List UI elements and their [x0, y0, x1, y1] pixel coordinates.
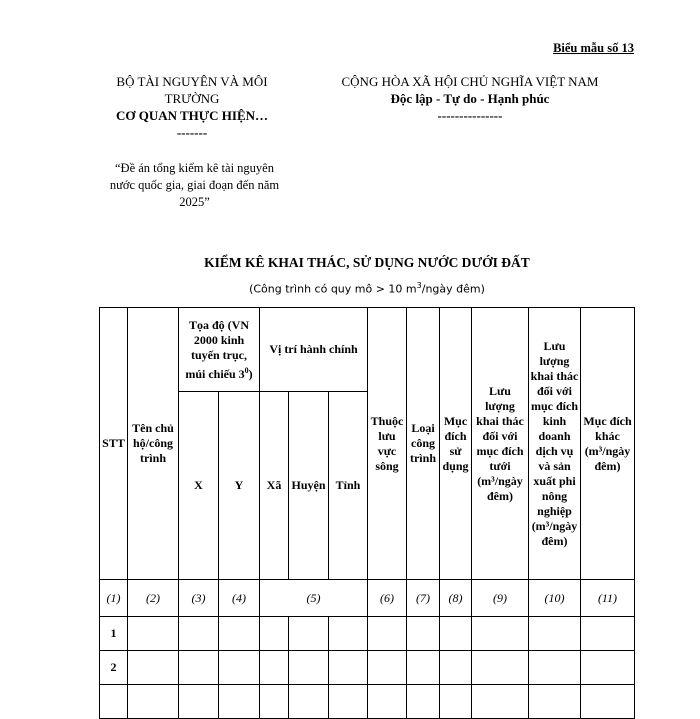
column-number: (7) — [407, 580, 440, 617]
national-motto: Độc lập - Tự do - Hạnh phúc — [390, 91, 550, 106]
header-coordinates — [179, 308, 260, 392]
subtitle-suffix: /ngày đêm) — [421, 282, 485, 296]
table-cell — [581, 685, 635, 719]
column-number: (4) — [219, 580, 260, 617]
table-row — [100, 651, 635, 685]
header-river-basin: Thuộc lưu vực sông — [368, 308, 407, 580]
ministry-divider: ------- — [176, 125, 208, 140]
table-cell — [407, 685, 440, 719]
header-business-flow: Lưu lượng khai thác đối với mục đích kinh doanh dịch vụ và sản xuất phi nông nghiệp (m³/ngày đêm) — [529, 308, 581, 580]
header-usage-purpose: Mục đích sử dụng — [440, 308, 472, 580]
subtitle-prefix: (Công trình có quy mô > 10 m — [249, 282, 417, 296]
table-cell — [128, 685, 179, 719]
table-cell — [219, 617, 260, 651]
header-irrigation-flow: Lưu lượng khai thác đối với mục đích tưới (m³/ngày đêm) — [472, 308, 529, 580]
project-name: “Đề án tổng kiểm kê tài nguyên nước quốc gia, giai đoạn đến năm 2025” — [109, 161, 280, 209]
table-cell — [529, 685, 581, 719]
table-cell — [368, 651, 407, 685]
table-cell — [128, 651, 179, 685]
column-number: (6) — [368, 580, 407, 617]
form-number: Biểu mẫu số 13 — [553, 41, 634, 55]
table-cell — [407, 651, 440, 685]
executing-agency: CƠ QUAN THỰC HIỆN… — [115, 108, 269, 123]
inventory-table — [99, 307, 635, 719]
document-title: KIỂM KÊ KHAI THÁC, SỬ DỤNG NƯỚC DƯỚI ĐẤT — [204, 255, 530, 270]
header-owner-name: Tên chủ hộ/công trình — [128, 308, 179, 580]
table-cell — [529, 651, 581, 685]
table-cell — [329, 617, 368, 651]
header-commune: Xã — [260, 392, 289, 580]
header-province: Tỉnh — [329, 392, 368, 580]
header-coordinates-close: ) — [248, 366, 253, 381]
table-cell — [260, 617, 289, 651]
table-cell — [472, 685, 529, 719]
table-cell — [179, 685, 219, 719]
ministry-name: BỘ TÀI NGUYÊN VÀ MÔI TRƯỜNG — [116, 74, 268, 106]
header-admin-location: Vị trí hành chính — [260, 308, 368, 392]
row-index: 1 — [100, 617, 128, 651]
header-structure-type: Loại công trình — [407, 308, 440, 580]
country-name: CỘNG HÒA XÃ HỘI CHỦ NGHĨA VIỆT NAM — [341, 74, 599, 89]
table-cell — [472, 651, 529, 685]
table-cell — [581, 617, 635, 651]
table-cell — [289, 651, 329, 685]
table-cell — [440, 651, 472, 685]
row-index: 2 — [100, 651, 128, 685]
column-number: (9) — [472, 580, 529, 617]
row-index — [100, 685, 128, 719]
table-cell — [368, 617, 407, 651]
header-coordinates-degree: 0 — [244, 365, 249, 375]
table-cell — [440, 685, 472, 719]
table-cell — [329, 685, 368, 719]
header-x: X — [179, 392, 219, 580]
table-cell — [289, 685, 329, 719]
table-cell — [472, 617, 529, 651]
table-cell — [329, 651, 368, 685]
national-header — [300, 73, 640, 124]
header-coordinates-text: Tọa độ (VN 2000 kinh tuyến trục, múi chiếu 3 — [185, 317, 249, 381]
ministry-header — [92, 73, 292, 141]
table-cell — [440, 617, 472, 651]
table-cell — [260, 651, 289, 685]
column-number: (8) — [440, 580, 472, 617]
column-number: (10) — [529, 580, 581, 617]
table-cell — [179, 617, 219, 651]
table-cell — [179, 651, 219, 685]
column-number: (11) — [581, 580, 635, 617]
table-cell — [260, 685, 289, 719]
header-stt: STT — [100, 308, 128, 580]
column-number: (1) — [100, 580, 128, 617]
table-cell — [581, 651, 635, 685]
table-cell — [128, 617, 179, 651]
national-divider: --------------- — [437, 108, 503, 123]
column-number: (3) — [179, 580, 219, 617]
column-number: (5) — [260, 580, 368, 617]
document-subtitle — [0, 281, 700, 296]
table-cell — [289, 617, 329, 651]
table-cell — [529, 617, 581, 651]
table-row — [100, 685, 635, 719]
table-cell — [368, 685, 407, 719]
header-district: Huyện — [289, 392, 329, 580]
header-other-purpose: Mục đích khác (m³/ngày đêm) — [581, 308, 635, 580]
table-cell — [219, 685, 260, 719]
subtitle-superscript: 3 — [416, 281, 422, 290]
column-number: (2) — [128, 580, 179, 617]
table-row — [100, 617, 635, 651]
header-y: Y — [219, 392, 260, 580]
table-cell — [219, 651, 260, 685]
table-cell — [407, 617, 440, 651]
